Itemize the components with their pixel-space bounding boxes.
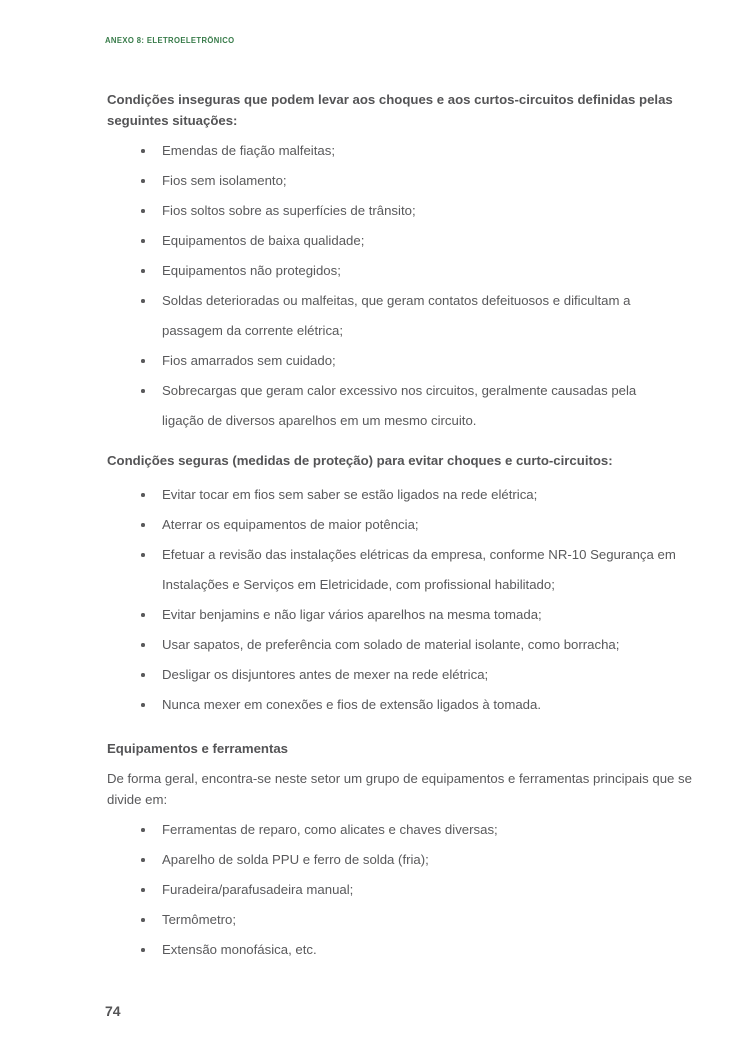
list-item — [107, 905, 679, 935]
list-item-text: Fios amarrados sem cuidado; — [162, 353, 336, 368]
bullet-icon — [141, 239, 145, 243]
list-item-text: Furadeira/parafusadeira manual; — [162, 882, 354, 897]
list-item-text: Equipamentos de baixa qualidade; — [162, 233, 365, 248]
bullet-icon — [141, 523, 145, 527]
bullet-icon — [141, 613, 145, 617]
list-item-text: Aparelho de solda PPU e ferro de solda (fria); — [162, 852, 429, 867]
bullet-icon — [141, 828, 145, 832]
list-item — [107, 226, 679, 256]
bullet-list-safe-conditions — [107, 480, 679, 720]
list-item — [107, 510, 679, 540]
bullet-icon — [141, 918, 145, 922]
list-item-text: Aterrar os equipamentos de maior potência; — [162, 517, 419, 532]
list-item-text: Ferramentas de reparo, como alicates e chaves diversas; — [162, 822, 498, 837]
bullet-list-equipment-tools — [107, 815, 679, 965]
bullet-icon — [141, 493, 145, 497]
page-number: 74 — [105, 1003, 121, 1019]
list-item — [107, 480, 679, 510]
list-item — [107, 376, 679, 436]
list-item-text: Evitar benjamins e não ligar vários aparelhos na mesma tomada; — [162, 607, 542, 622]
list-item — [107, 166, 679, 196]
list-item — [107, 540, 679, 600]
running-header: ANEXO 8: ELETROELETRÔNICO — [105, 36, 235, 45]
list-item — [107, 660, 679, 690]
list-item-text: Extensão monofásica, etc. — [162, 942, 317, 957]
list-item-text: Evitar tocar em fios sem saber se estão ligados na rede elétrica; — [162, 487, 538, 502]
bullet-list-unsafe-conditions — [107, 136, 679, 436]
list-item — [107, 630, 679, 660]
list-item — [107, 136, 679, 166]
section-heading-safe-conditions: Condições seguras (medidas de proteção) para evitar choques e curto-circuitos: — [107, 453, 613, 468]
bullet-icon — [141, 703, 145, 707]
list-item-text: Efetuar a revisão das instalações elétricas da empresa, conforme NR-10 Segurança em Instalações e Serviços em Eletricidade, com profissional habilitado; — [162, 547, 676, 592]
bullet-icon — [141, 389, 145, 393]
equipment-intro-paragraph: De forma geral, encontra-se neste setor um grupo de equipamentos e ferramentas principais que se divide em: — [107, 771, 692, 807]
bullet-icon — [141, 299, 145, 303]
list-item-text: Desligar os disjuntores antes de mexer na rede elétrica; — [162, 667, 489, 682]
list-item-text: Sobrecargas que geram calor excessivo nos circuitos, geralmente causadas pela ligação de diversos aparelhos em um mesmo circuito. — [162, 383, 637, 428]
list-item-text: Usar sapatos, de preferência com solado de material isolante, como borracha; — [162, 637, 620, 652]
list-item-text: Termômetro; — [162, 912, 237, 927]
list-item — [107, 600, 679, 630]
bullet-icon — [141, 948, 145, 952]
bullet-icon — [141, 858, 145, 862]
list-item-text: Fios sem isolamento; — [162, 173, 287, 188]
list-item — [107, 256, 679, 286]
bullet-icon — [141, 673, 145, 677]
section-heading-unsafe-conditions: Condições inseguras que podem levar aos choques e aos curtos-circuitos definidas pelas seguintes situações: — [107, 92, 673, 128]
list-item-text: Nunca mexer em conexões e fios de extensão ligados à tomada. — [162, 697, 541, 712]
section-heading-equipment-tools: Equipamentos e ferramentas — [107, 741, 289, 756]
bullet-icon — [141, 359, 145, 363]
list-item — [107, 845, 679, 875]
bullet-icon — [141, 643, 145, 647]
list-item — [107, 690, 679, 720]
bullet-icon — [141, 888, 145, 892]
list-item-text: Fios soltos sobre as superfícies de trânsito; — [162, 203, 416, 218]
list-item — [107, 196, 679, 226]
bullet-icon — [141, 179, 145, 183]
bullet-icon — [141, 149, 145, 153]
list-item — [107, 346, 679, 376]
list-item — [107, 815, 679, 845]
bullet-icon — [141, 209, 145, 213]
bullet-icon — [141, 553, 145, 557]
list-item — [107, 286, 679, 346]
list-item — [107, 935, 679, 965]
list-item-text: Emendas de fiação malfeitas; — [162, 143, 335, 158]
bullet-icon — [141, 269, 145, 273]
list-item — [107, 875, 679, 905]
list-item-text: Equipamentos não protegidos; — [162, 263, 341, 278]
list-item-text: Soldas deterioradas ou malfeitas, que geram contatos defeituosos e dificultam a passagem da corrente elétrica; — [162, 293, 631, 338]
